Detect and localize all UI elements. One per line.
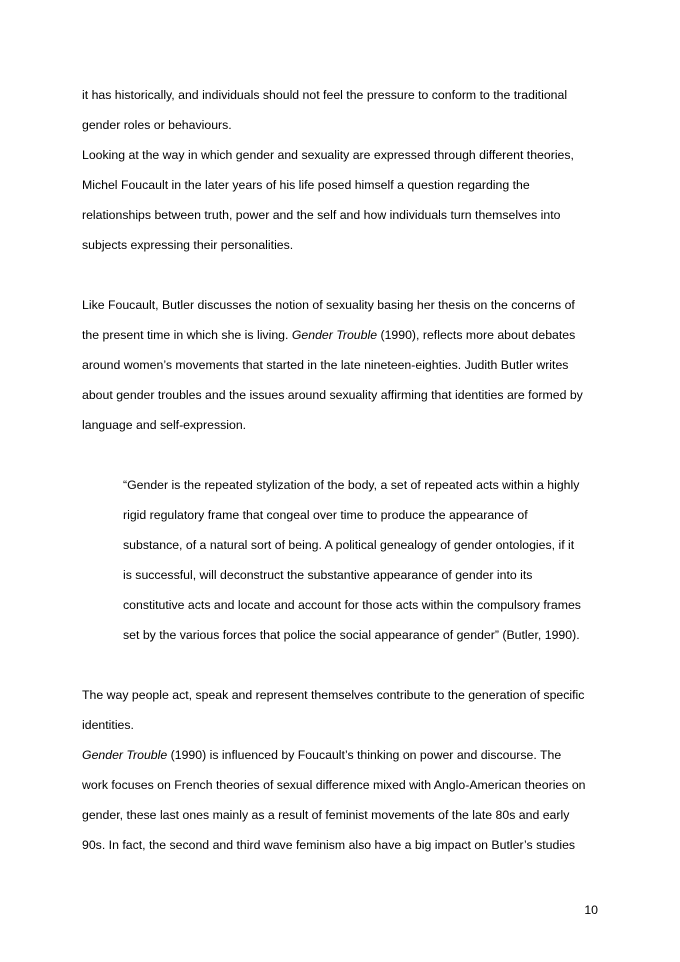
block-quote xyxy=(82,470,602,650)
paragraph-gap xyxy=(82,650,602,680)
paragraph-gap xyxy=(82,440,602,470)
text-segment: (1990) is influenced by Foucault’s thinking on power and discourse. The xyxy=(167,748,562,762)
paragraph xyxy=(82,680,602,740)
text-line: gender roles or behaviours. xyxy=(82,118,232,132)
text-segment: (1990), reflects more about debates xyxy=(377,328,576,342)
book-title: Gender Trouble xyxy=(82,748,168,762)
text-line: it has historically, and individuals should not feel the pressure to conform to the traditional xyxy=(82,88,568,102)
quote-line: rigid regulatory frame that congeal over time to produce the appearance of xyxy=(123,508,528,522)
paragraph-gap xyxy=(82,260,602,290)
text-line: subjects expressing their personalities. xyxy=(82,238,294,252)
text-line: gender, these last ones mainly as a result of feminist movements of the late 80s and early xyxy=(82,808,570,822)
text-line xyxy=(82,320,602,350)
body-text xyxy=(82,80,602,860)
quote-line: constitutive acts and locate and account for those acts within the compulsory frames xyxy=(123,598,581,612)
text-line: The way people act, speak and represent themselves contribute to the generation of specific xyxy=(82,688,585,702)
paragraph xyxy=(82,140,602,260)
quote-line: set by the various forces that police the social appearance of gender” (Butler, 1990). xyxy=(123,628,580,642)
paragraph xyxy=(82,80,602,140)
text-line: Like Foucault, Butler discusses the notion of sexuality basing her thesis on the concerns of xyxy=(82,298,575,312)
text-line: relationships between truth, power and the self and how individuals turn themselves into xyxy=(82,208,561,222)
text-segment: the present time in which she is living. xyxy=(82,328,289,342)
text-line xyxy=(82,740,602,770)
text-line: around women’s movements that started in the late nineteen-eighties. Judith Butler writes xyxy=(82,358,569,372)
text-line: language and self-expression. xyxy=(82,418,247,432)
text-line: Michel Foucault in the later years of his life posed himself a question regarding the xyxy=(82,178,530,192)
page-number: 10 xyxy=(584,903,598,917)
paragraph xyxy=(82,740,602,860)
paragraph xyxy=(82,290,602,440)
text-line: about gender troubles and the issues around sexuality affirming that identities are formed by xyxy=(82,388,583,402)
quote-line: “Gender is the repeated stylization of the body, a set of repeated acts within a highly xyxy=(123,478,580,492)
quote-line: is successful, will deconstruct the substantive appearance of gender into its xyxy=(123,568,533,582)
text-line: work focuses on French theories of sexual difference mixed with Anglo-American theories on xyxy=(82,778,586,792)
quote-line: substance, of a natural sort of being. A political genealogy of gender ontologies, if it xyxy=(123,538,575,552)
book-title: Gender Trouble xyxy=(291,328,378,342)
text-line: Looking at the way in which gender and sexuality are expressed through different theories, xyxy=(82,148,574,162)
text-line: identities. xyxy=(82,718,134,732)
text-line: 90s. In fact, the second and third wave feminism also have a big impact on Butler’s studies xyxy=(82,838,576,852)
